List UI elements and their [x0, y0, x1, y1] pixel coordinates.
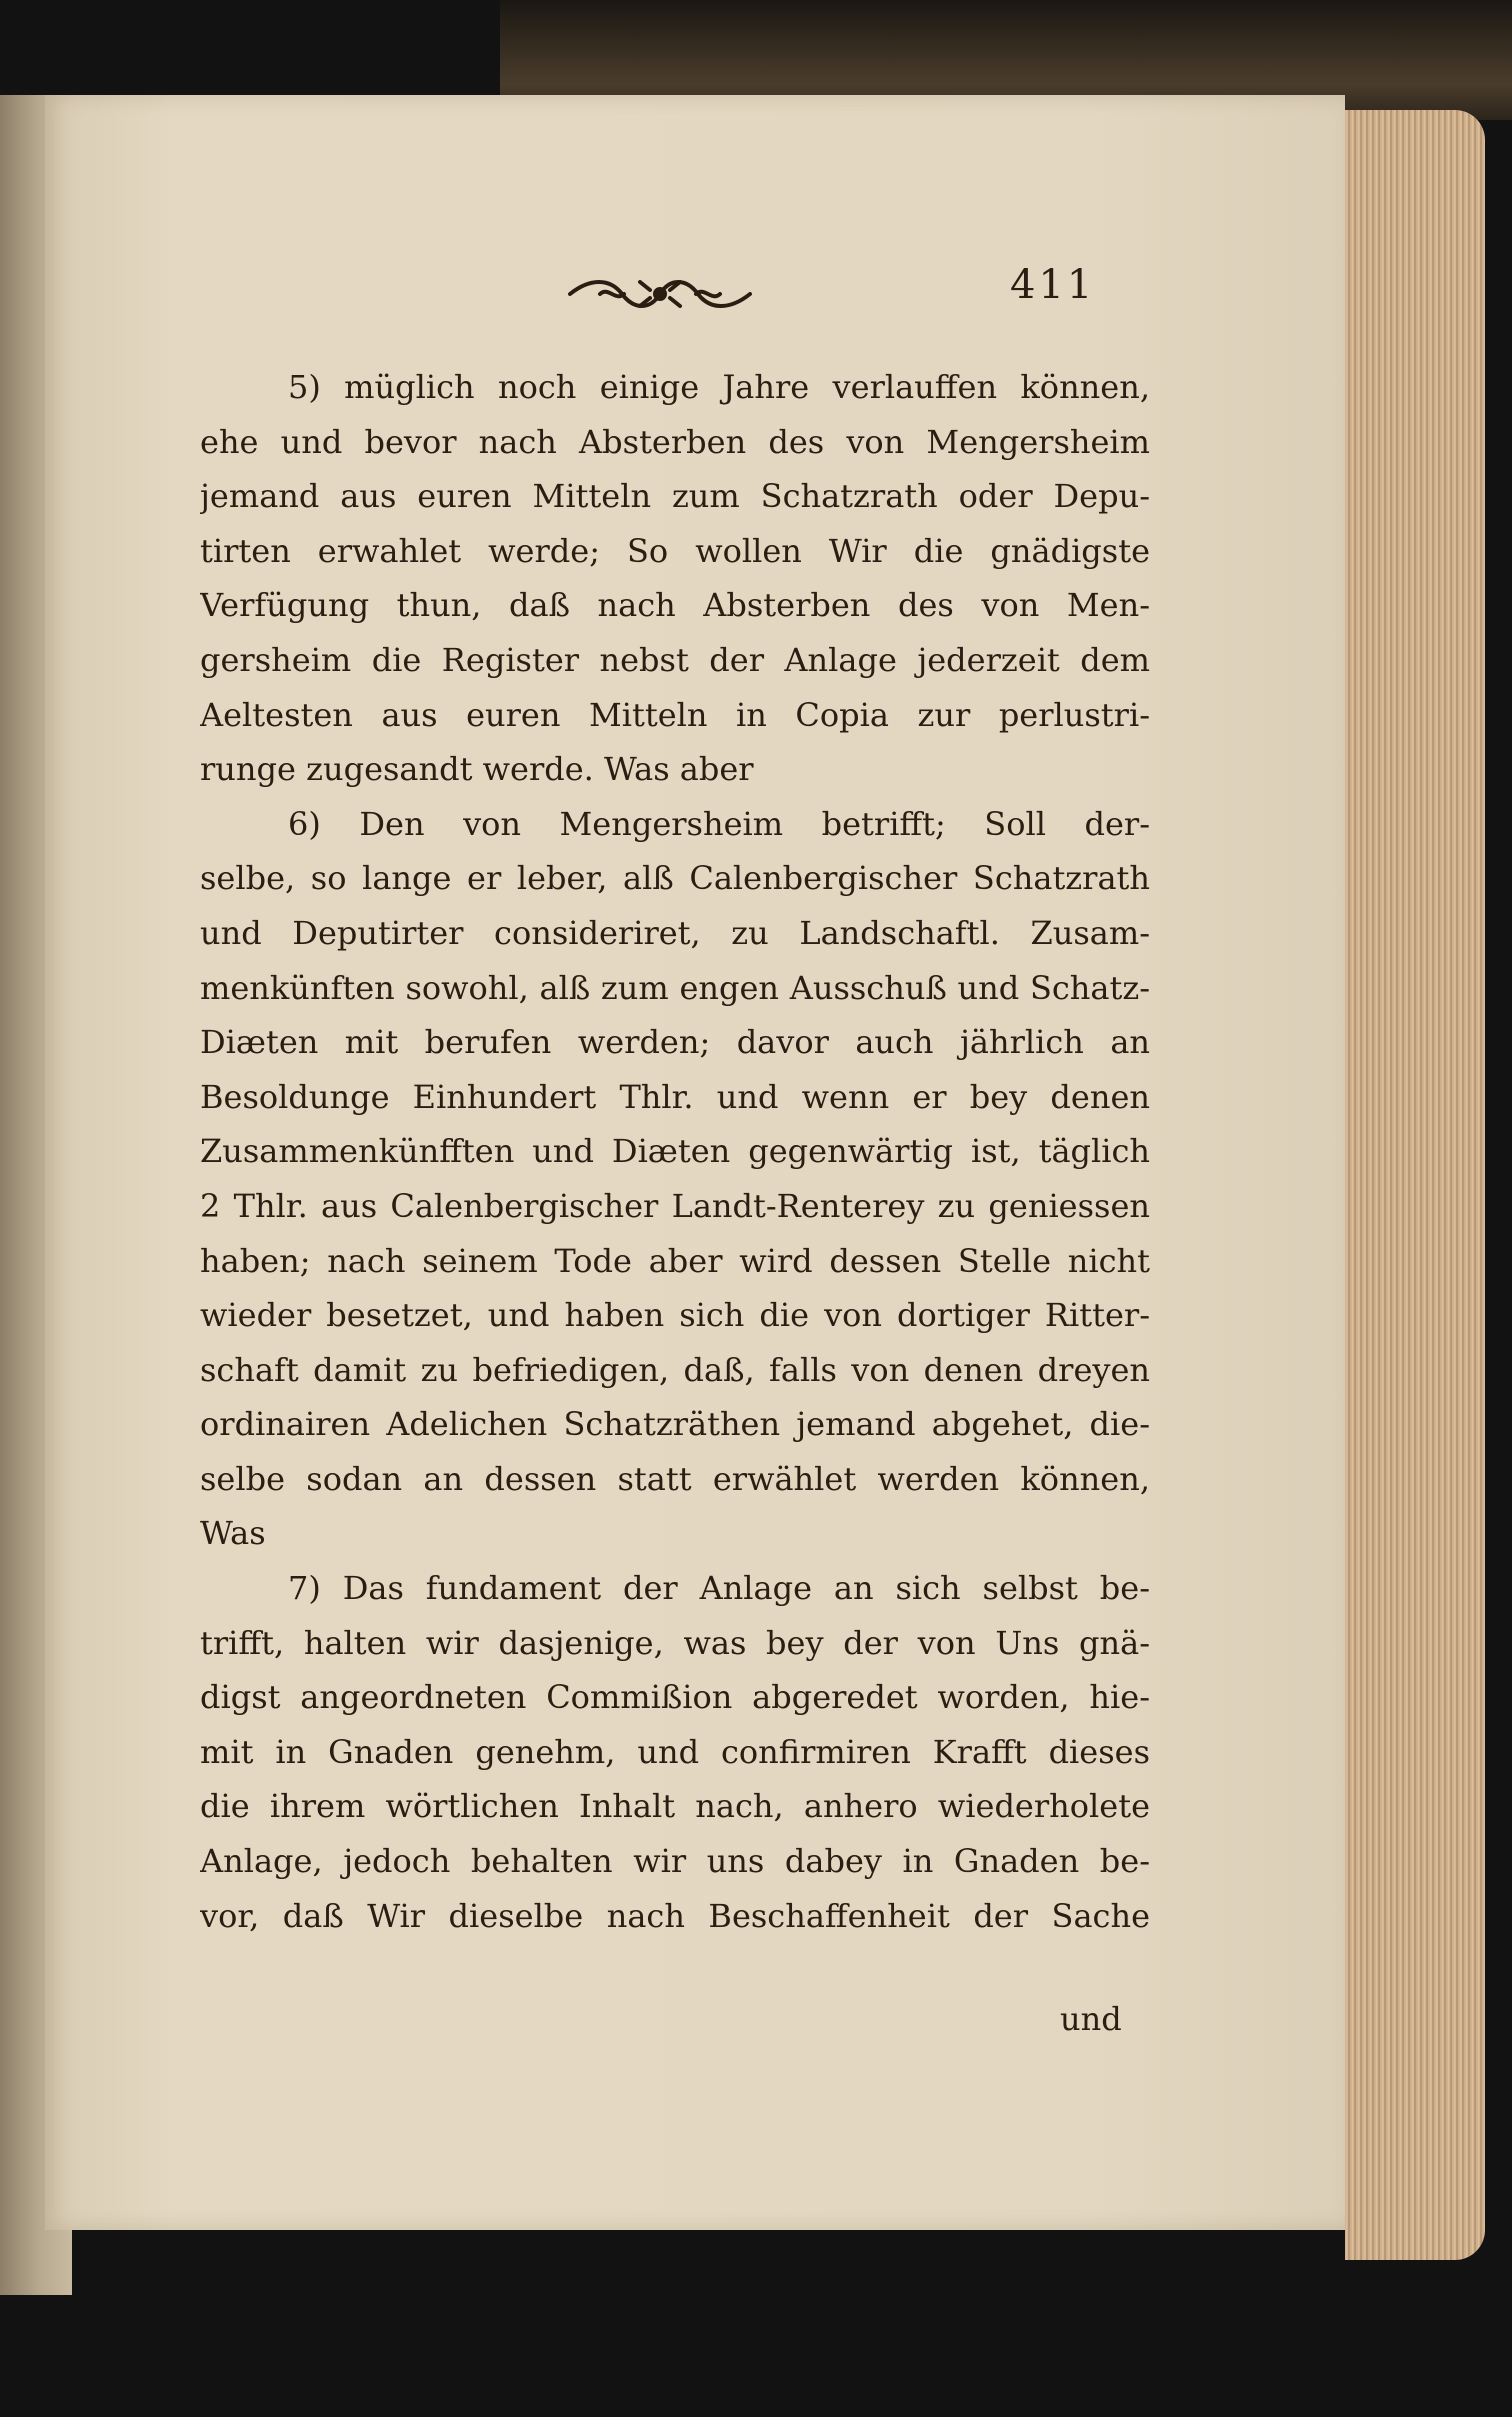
floral-ornament-icon	[560, 272, 760, 320]
page-header	[560, 262, 1140, 332]
text-line: die ihrem wörtlichen Inhalt nach, anhero wiederholete	[200, 1787, 1150, 1826]
page-stack-edge	[1345, 110, 1485, 2260]
text-line: menkünften sowohl, alß zum engen Ausschuß und Schatz-	[200, 968, 1150, 1007]
text-line: schaft damit zu befriedigen, daß, falls von denen dreyen	[200, 1350, 1150, 1389]
text-line: Aeltesten aus euren Mitteln in Copia zur perlustri-	[200, 695, 1150, 734]
text-line: gersheim die Register nebst der Anlage jederzeit dem	[200, 640, 1150, 679]
text-line: digst angeordneten Commißion abgeredet worden, hie-	[200, 1678, 1150, 1717]
catchword: und	[1060, 2000, 1122, 2038]
text-line: vor, daß Wir dieselbe nach Beschaffenheit der Sache	[200, 1896, 1150, 1935]
text-line: ehe und bevor nach Absterben des von Mengersheim	[200, 422, 1150, 461]
text-line: 6) Den von Mengersheim betrifft; Soll der-	[288, 804, 1150, 843]
text-line: haben; nach seinem Tode aber wird dessen Stelle nicht	[200, 1241, 1150, 1280]
text-line: Verfügung thun, daß nach Absterben des von Men-	[200, 586, 1150, 625]
page-number: 411	[1010, 262, 1096, 308]
text-line: Besoldunge Einhundert Thlr. und wenn er bey denen	[200, 1077, 1150, 1116]
text-line: Anlage, jedoch behalten wir uns dabey in Gnaden be-	[200, 1842, 1150, 1881]
text-line: 5) müglich noch einige Jahre verlauffen können,	[288, 368, 1150, 406]
text-line: und Deputirter consideriret, zu Landschaftl. Zusam-	[200, 913, 1150, 952]
text-line: selbe sodan an dessen statt erwählet werden können,	[200, 1459, 1150, 1498]
body-text	[200, 360, 1150, 1943]
text-line: ordinairen Adelichen Schatzräthen jemand abgehet, die-	[200, 1405, 1150, 1444]
text-line: tirten erwahlet werde; So wollen Wir die gnädigste	[200, 531, 1150, 570]
text-line: 7) Das fundament der Anlage an sich selbst be-	[288, 1569, 1150, 1608]
text-line: wieder besetzet, und haben sich die von dortiger Ritter-	[200, 1296, 1150, 1335]
text-line: Was	[200, 1514, 266, 1553]
text-line: mit in Gnaden genehm, und confirmiren Krafft dieses	[200, 1732, 1150, 1771]
text-line: Diæten mit berufen werden; davor auch jährlich an	[200, 1023, 1150, 1062]
text-line: selbe, so lange er leber, alß Calenbergischer Schatzrath	[200, 859, 1150, 898]
text-line: jemand aus euren Mitteln zum Schatzrath oder Depu-	[200, 477, 1150, 516]
text-line: trifft, halten wir dasjenige, was bey der von Uns gnä-	[200, 1623, 1150, 1662]
text-line: Zusammenkünfften und Diæten gegenwärtig ist, täglich	[200, 1132, 1150, 1171]
text-line: runge zugesandt werde. Was aber	[200, 750, 754, 789]
text-line: 2 Thlr. aus Calenbergischer Landt-Renterey zu geniessen	[200, 1186, 1150, 1225]
